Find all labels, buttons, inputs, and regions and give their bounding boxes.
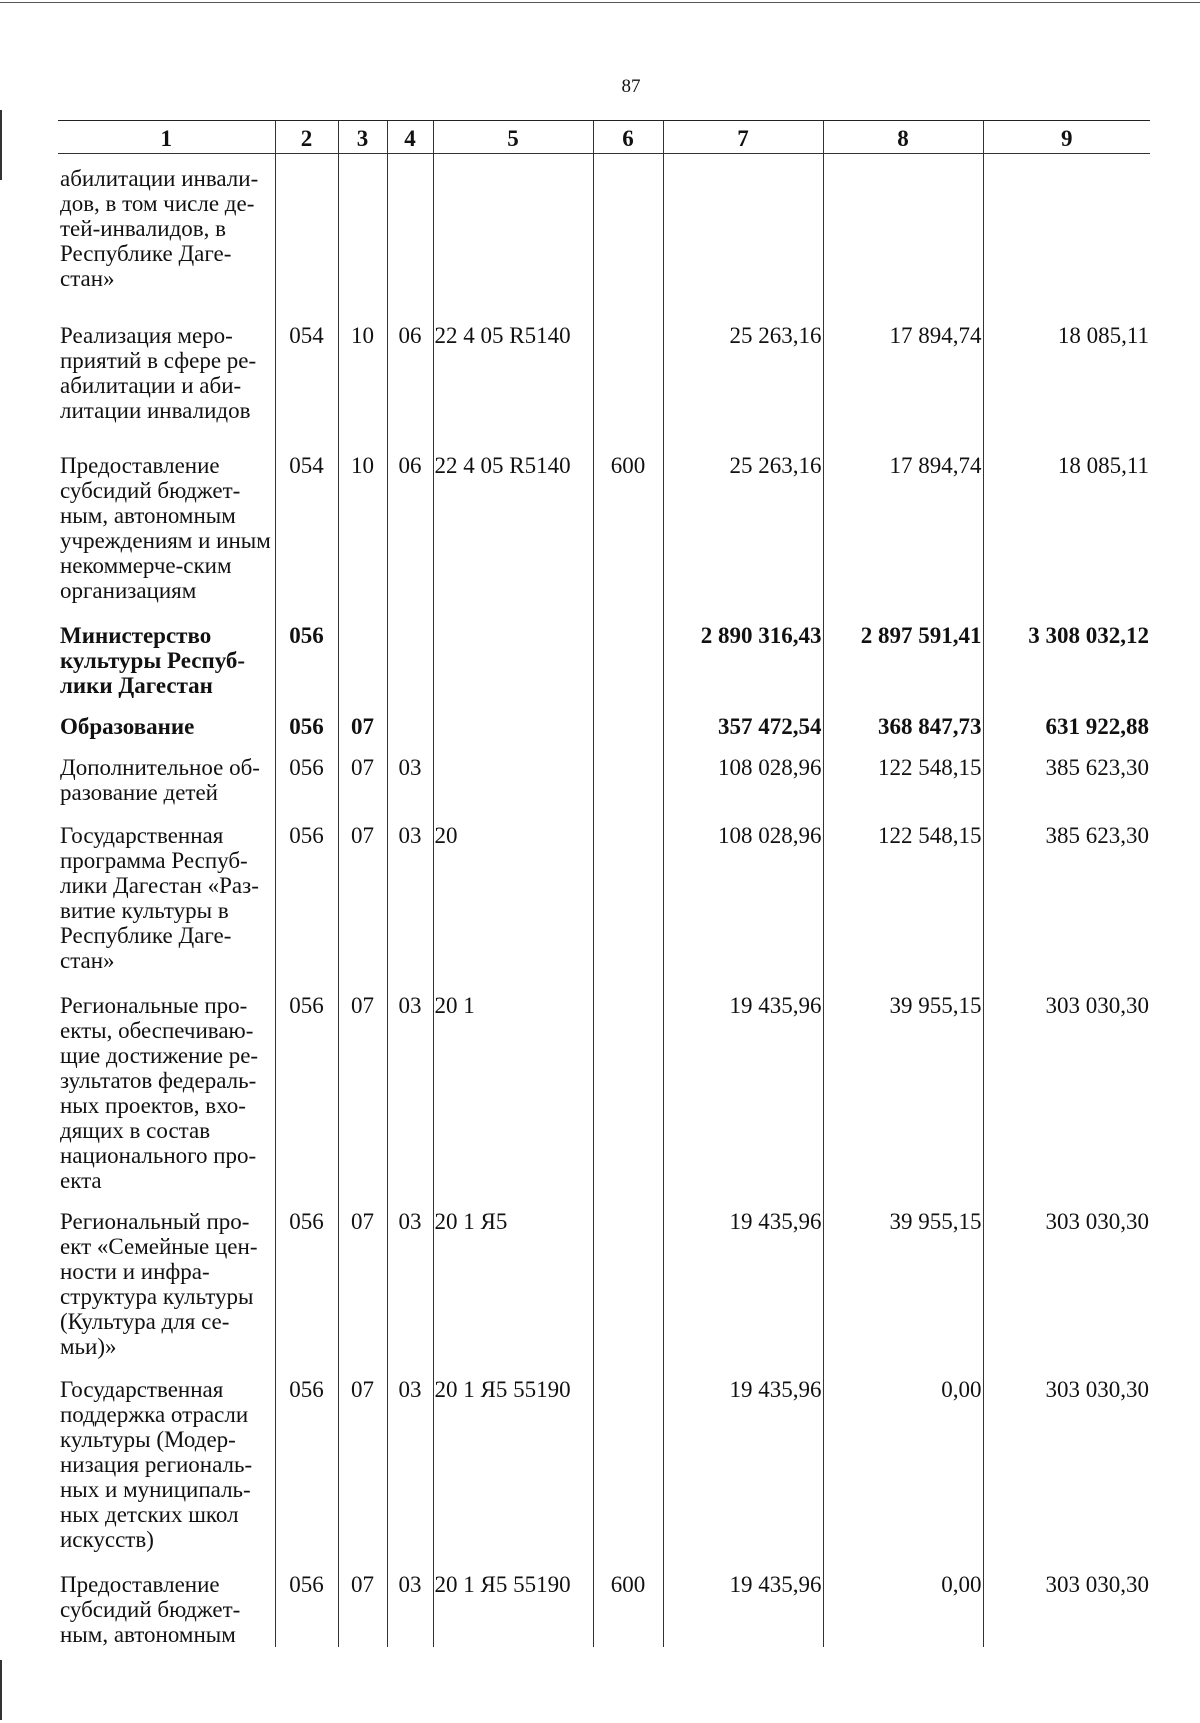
expense-type-cell: 600 <box>593 1562 663 1647</box>
amount-year1-cell: 108 028,96 <box>663 815 823 983</box>
amount-year1-cell: 19 435,96 <box>663 983 823 1203</box>
section-code-cell: 07 <box>338 749 387 815</box>
column-header: 9 <box>983 121 1150 154</box>
budget-table <box>58 120 1150 1647</box>
amount-year1-cell: 25 263,16 <box>663 309 823 443</box>
section-code-cell: 07 <box>338 1369 387 1562</box>
expense-type-cell <box>593 1203 663 1369</box>
amount-year3-cell <box>983 154 1150 310</box>
subsection-code-cell <box>387 708 433 749</box>
expense-type-cell <box>593 749 663 815</box>
subsection-code-cell: 03 <box>387 983 433 1203</box>
target-article-cell: 20 1 Я5 <box>433 1203 593 1369</box>
amount-year1-cell: 25 263,16 <box>663 443 823 613</box>
ministry-code-cell: 054 <box>275 309 338 443</box>
table-row <box>58 443 1150 613</box>
ministry-code-cell: 056 <box>275 983 338 1203</box>
subsection-code-cell: 03 <box>387 815 433 983</box>
column-header: 1 <box>58 121 275 154</box>
amount-year2-cell: 39 955,15 <box>823 983 983 1203</box>
page-number: 87 <box>621 76 641 97</box>
column-header: 5 <box>433 121 593 154</box>
amount-year3-cell: 3 308 032,12 <box>983 613 1150 708</box>
table-row <box>58 1369 1150 1562</box>
table-row <box>58 983 1150 1203</box>
row-name-cell: Предоставление субсидий бюджет-ным, автономным <box>60 1572 241 1647</box>
target-article-cell <box>433 613 593 708</box>
subsection-code-cell: 06 <box>387 309 433 443</box>
row-name-cell: Министерство культуры Респуб-лики Дагестан <box>60 623 246 698</box>
amount-year3-cell: 385 623,30 <box>983 815 1150 983</box>
target-article-cell <box>433 708 593 749</box>
amount-year3-cell: 631 922,88 <box>983 708 1150 749</box>
amount-year3-cell: 303 030,30 <box>983 1203 1150 1369</box>
amount-year3-cell: 385 623,30 <box>983 749 1150 815</box>
amount-year2-cell: 2 897 591,41 <box>823 613 983 708</box>
left-scan-edge <box>0 1660 2 1720</box>
row-name-cell: Региональные про-екты, обеспечиваю-щие достижение ре-зультатов федераль-ных проектов, вхо-дящих в состав национального про-екта <box>60 993 259 1193</box>
subsection-code-cell <box>387 154 433 310</box>
section-code-cell: 07 <box>338 815 387 983</box>
amount-year3-cell: 18 085,11 <box>983 309 1150 443</box>
section-code-cell: 10 <box>338 309 387 443</box>
ministry-code-cell: 054 <box>275 443 338 613</box>
column-header: 8 <box>823 121 983 154</box>
amount-year3-cell: 18 085,11 <box>983 443 1150 613</box>
table-row <box>58 613 1150 708</box>
amount-year3-cell: 303 030,30 <box>983 983 1150 1203</box>
ministry-code-cell: 056 <box>275 749 338 815</box>
subsection-code-cell: 06 <box>387 443 433 613</box>
left-scan-edge <box>0 110 2 180</box>
amount-year1-cell: 19 435,96 <box>663 1369 823 1562</box>
ministry-code-cell: 056 <box>275 1369 338 1562</box>
target-article-cell: 22 4 05 R5140 <box>433 309 593 443</box>
amount-year1-cell: 108 028,96 <box>663 749 823 815</box>
row-name-cell: Образование <box>60 714 195 739</box>
row-name-cell: абилитации инвали-дов, в том числе де-тей-инвалидов, в Республике Даге-стан» <box>60 166 259 291</box>
amount-year2-cell: 0,00 <box>823 1369 983 1562</box>
top-scan-rule <box>0 2 1200 3</box>
ministry-code-cell: 056 <box>275 708 338 749</box>
amount-year2-cell: 17 894,74 <box>823 443 983 613</box>
amount-year3-cell: 303 030,30 <box>983 1369 1150 1562</box>
subsection-code-cell <box>387 613 433 708</box>
row-name-cell: Предоставление субсидий бюджет-ным, автономным учреждениям и иным некоммерче-ским организациям <box>60 453 271 603</box>
section-code-cell <box>338 613 387 708</box>
row-name-cell: Дополнительное об-разование детей <box>60 755 260 805</box>
target-article-cell <box>433 749 593 815</box>
expense-type-cell <box>593 815 663 983</box>
expense-type-cell: 600 <box>593 443 663 613</box>
section-code-cell: 07 <box>338 708 387 749</box>
section-code-cell: 07 <box>338 1562 387 1647</box>
target-article-cell: 20 1 <box>433 983 593 1203</box>
expense-type-cell <box>593 1369 663 1562</box>
ministry-code-cell: 056 <box>275 1562 338 1647</box>
budget-table-container <box>58 120 1150 1647</box>
column-header: 7 <box>663 121 823 154</box>
amount-year1-cell: 19 435,96 <box>663 1562 823 1647</box>
table-row <box>58 749 1150 815</box>
amount-year3-cell: 303 030,30 <box>983 1562 1150 1647</box>
expense-type-cell <box>593 309 663 443</box>
amount-year2-cell: 17 894,74 <box>823 309 983 443</box>
amount-year1-cell: 357 472,54 <box>663 708 823 749</box>
amount-year1-cell: 2 890 316,43 <box>663 613 823 708</box>
column-header: 4 <box>387 121 433 154</box>
row-name-cell: Реализация меро-приятий в сфере ре-абилитации и аби-литации инвалидов <box>60 323 257 423</box>
row-name-cell: Региональный про-ект «Семейные цен-ности и инфра-структура культуры (Культура для се-мьи)» <box>60 1209 258 1359</box>
ministry-code-cell: 056 <box>275 815 338 983</box>
subsection-code-cell: 03 <box>387 1562 433 1647</box>
table-row <box>58 708 1150 749</box>
table-row <box>58 815 1150 983</box>
amount-year2-cell: 0,00 <box>823 1562 983 1647</box>
section-code-cell: 07 <box>338 983 387 1203</box>
target-article-cell: 20 1 Я5 55190 <box>433 1369 593 1562</box>
amount-year2-cell: 368 847,73 <box>823 708 983 749</box>
table-row <box>58 154 1150 310</box>
target-article-cell: 20 1 Я5 55190 <box>433 1562 593 1647</box>
expense-type-cell <box>593 154 663 310</box>
section-code-cell: 10 <box>338 443 387 613</box>
table-header-row <box>58 121 1150 154</box>
ministry-code-cell <box>275 154 338 310</box>
table-row <box>58 1562 1150 1647</box>
table-row <box>58 1203 1150 1369</box>
target-article-cell: 22 4 05 R5140 <box>433 443 593 613</box>
amount-year2-cell <box>823 154 983 310</box>
target-article-cell <box>433 154 593 310</box>
ministry-code-cell: 056 <box>275 1203 338 1369</box>
target-article-cell: 20 <box>433 815 593 983</box>
row-name-cell: Государственная программа Респуб-лики Дагестан «Раз-витие культуры в Республике Даге-стан» <box>60 823 259 973</box>
column-header: 3 <box>338 121 387 154</box>
subsection-code-cell: 03 <box>387 749 433 815</box>
amount-year2-cell: 39 955,15 <box>823 1203 983 1369</box>
ministry-code-cell: 056 <box>275 613 338 708</box>
expense-type-cell <box>593 708 663 749</box>
section-code-cell <box>338 154 387 310</box>
column-header: 6 <box>593 121 663 154</box>
expense-type-cell <box>593 983 663 1203</box>
section-code-cell: 07 <box>338 1203 387 1369</box>
amount-year1-cell: 19 435,96 <box>663 1203 823 1369</box>
subsection-code-cell: 03 <box>387 1369 433 1562</box>
amount-year2-cell: 122 548,15 <box>823 749 983 815</box>
amount-year2-cell: 122 548,15 <box>823 815 983 983</box>
expense-type-cell <box>593 613 663 708</box>
column-header: 2 <box>275 121 338 154</box>
subsection-code-cell: 03 <box>387 1203 433 1369</box>
amount-year1-cell <box>663 154 823 310</box>
row-name-cell: Государственная поддержка отрасли культуры (Модер-низация региональ-ных и муниципаль-ных детских школ искусств) <box>60 1377 253 1552</box>
table-row <box>58 309 1150 443</box>
table-body <box>58 154 1150 1648</box>
